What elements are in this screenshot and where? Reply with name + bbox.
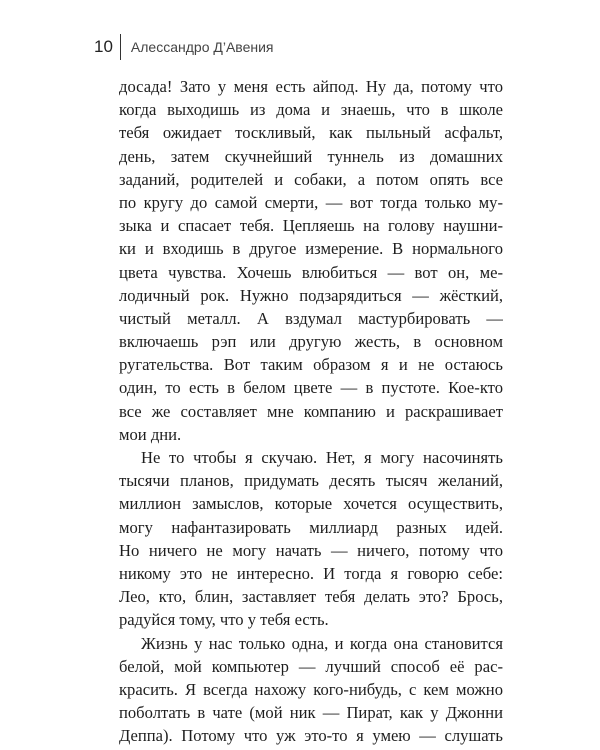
text-line: белой, мой компьютер — лучший способ её рас- (119, 656, 503, 676)
text-line: все же составляет мне компанию и раскрашивает (119, 401, 503, 421)
text-line: цвета чувства. Хочешь влюбиться — вот он, ме- (119, 262, 503, 282)
running-header (94, 34, 274, 60)
text-line: никому это не интересно. И тогда я говорю себе: (119, 563, 503, 583)
text-line: тебя ожидает тоскливый, как пыльный асфальт, (119, 123, 503, 143)
text-line: по кругу до самой смерти, — вот тогда только му- (119, 192, 503, 212)
text-line: поболтать в чате (мой ник — Пират, как у Джонни (119, 703, 503, 723)
body-text (119, 75, 503, 747)
text-line: Деппа). Потому что уж это-то я умею — слушать (119, 726, 503, 746)
text-line: зыка и спасает тебя. Цепляешь на голову наушни- (119, 216, 503, 236)
paragraph-first-line: Не то чтобы я скучаю. Нет, я могу насочинять (141, 448, 503, 467)
text-line: ругательства. Вот таким образом я и не остаюсь (119, 355, 503, 375)
text-line: радуйся тому, что у тебя есть. (119, 610, 329, 630)
text-line: чистый металл. А вздумал мастурбировать — (119, 308, 503, 328)
text-line: Но ничего не могу начать — ничего, потому что (119, 540, 503, 560)
text-line: красить. Я всегда нахожу кого-нибудь, с кем можно (119, 679, 503, 699)
text-line: Лео, кто, блин, заставляет тебя делать это? Брось, (119, 587, 503, 607)
text-line: миллион замыслов, которые хочется осуществить, (119, 494, 503, 514)
text-line: могу нафантазировать миллиард разных идей. (119, 517, 503, 537)
text-line: лодичный рок. Нужно подзарядиться — жёсткий, (119, 285, 503, 305)
text-line: день, затем скучнейший туннель из домашних (119, 146, 503, 166)
text-line: досада! Зато у меня есть айпод. Ну да, потому что (119, 77, 503, 96)
page-number: 10 (94, 37, 113, 56)
text-line: ки и входишь в другое измерение. В нормального (119, 239, 503, 259)
text-line: включаешь рэп или другую жесть, в основном (119, 332, 503, 352)
text-line: когда выходишь из дома и знаешь, что в школе (119, 100, 503, 120)
text-line: тысячи планов, придумать десять тысяч желаний, (119, 471, 503, 491)
header-divider (120, 34, 121, 60)
author-running-head: Алессандро Д’Авения (130, 39, 274, 55)
text-line: заданий, родителей и собаки, а потом опять все (119, 169, 503, 189)
text-line: один, то есть в белом цвете — в пустоте. Кое-кто (119, 378, 503, 398)
paragraph-first-line: Жизнь у нас только одна, и когда она становится (141, 633, 503, 653)
text-line: мои дни. (119, 424, 182, 444)
